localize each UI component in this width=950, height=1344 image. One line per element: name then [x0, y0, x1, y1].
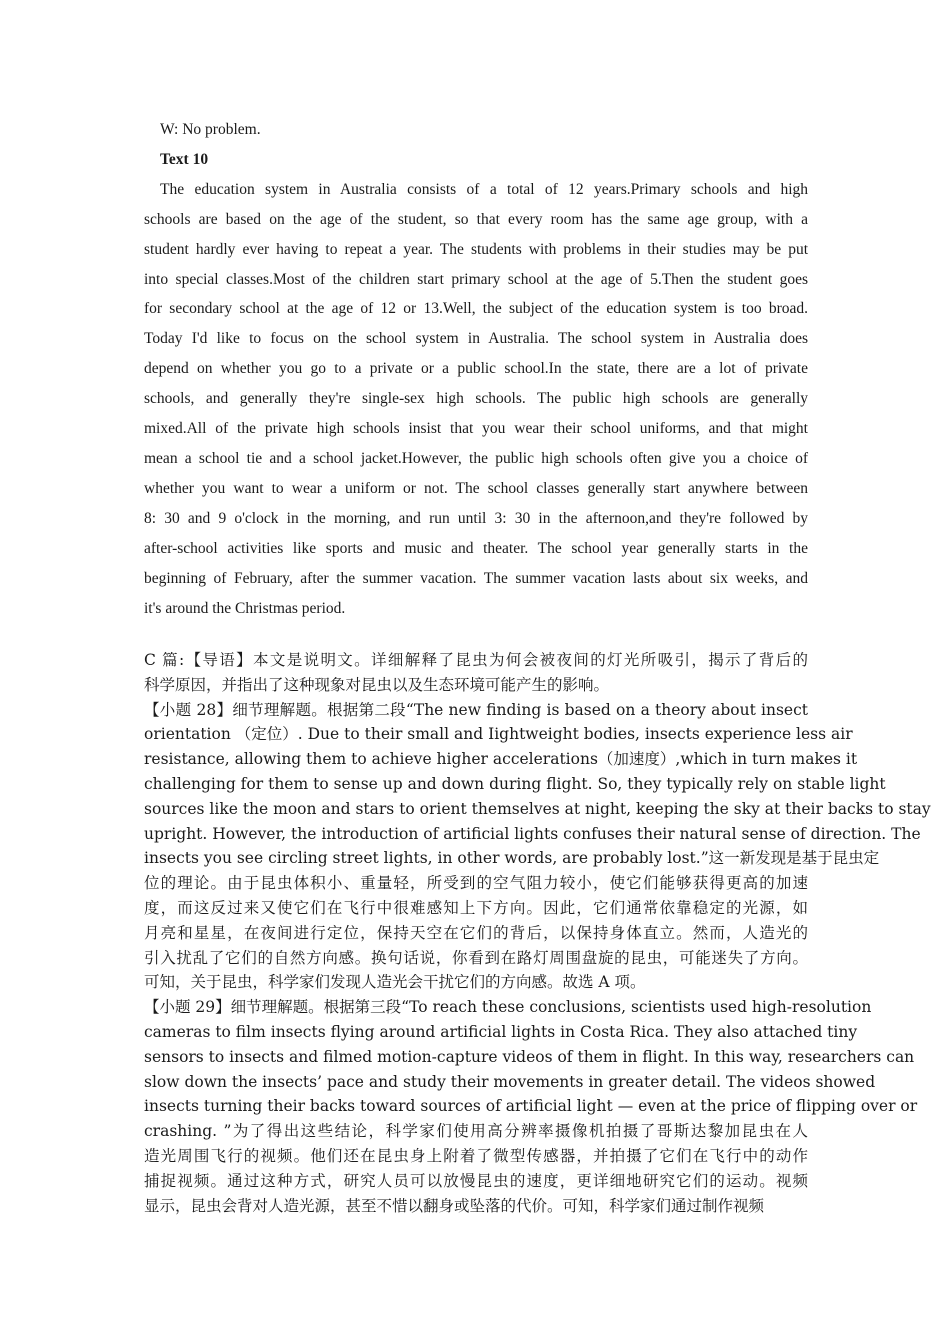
text-line: mixed.All of the private high schools insist that you wear their school uniforms, and that might	[144, 420, 808, 438]
text-line: 科学原因，并指出了这种现象对昆虫以及生态环境可能产生的影响。	[144, 675, 610, 694]
text10-paragraph	[144, 175, 808, 624]
text-line: 度，而这反过来又使它们在飞行中很难感知上下方向。因此，它们通常依靠稳定的光源，如	[144, 898, 808, 917]
text-line: 位的理论。由于昆虫体积小、重量轻，所受到的空气阻力较小，使它们能够获得更高的加速	[144, 874, 808, 893]
text-line: after-school activities like sports and music and theater. The school year generally starts in the	[144, 539, 808, 557]
text-line: sources like the moon and stars to orient themselves at night, keeping the sky at their backs to stay	[144, 799, 931, 818]
text10-section	[144, 115, 808, 623]
text-line: insects you see circling street lights, in other words, are probably lost.”这一新发现是基于昆虫定	[144, 849, 880, 868]
text-line: cameras to film insects flying around artificial lights in Costa Rica. They also attached tiny	[144, 1022, 858, 1041]
text-line: schools, and generally they're single-sex high schools. The public high schools are generally	[144, 390, 808, 408]
text-line: insects turning their backs toward sources of artificial light — even at the price of flipping over or	[144, 1097, 918, 1116]
text-line: 造光周围飞行的视频。他们还在昆虫身上附着了微型传感器，并拍摄了它们在飞行中的动作	[144, 1146, 808, 1165]
text-line: sensors to insects and filmed motion-capture videos of them in flight. In this way, researchers can	[144, 1047, 915, 1066]
text-line: mean a school tie and a school jacket.However, the public high schools often give you a choice of	[144, 449, 808, 467]
text-line: schools are based on the age of the student, so that every room has the same age group, with a	[144, 210, 808, 228]
text-line: upright. However, the introduction of artificial lights confuses their natural sense of direction. The	[144, 824, 921, 843]
text-line: beginning of February, after the summer vacation. The summer vacation lasts about six weeks, and	[144, 569, 808, 587]
text-line: resistance, allowing them to achieve higher accelerations（加速度）,which in turn makes it	[144, 750, 858, 769]
passage-c-explanation	[144, 648, 931, 1218]
text-line: C 篇:【导语】本文是说明文。详细解释了昆虫为何会被夜间的灯光所吸引，揭示了背后的	[144, 651, 808, 669]
text-line: it's around the Christmas period.	[144, 599, 346, 617]
dialog-line: W: No problem.	[160, 121, 261, 138]
text-line: 8: 30 and 9 o'clock in the morning, and run until 3: 30 in the afternoon,and they're followed by	[144, 509, 808, 527]
text-line: crashing. ”为了得出这些结论，科学家们使用高分辨率摄像机拍摄了哥斯达黎加昆虫在人	[144, 1122, 808, 1141]
text-line: student hardly ever having to repeat a year. The students with problems in their studies may be put	[144, 240, 808, 258]
text-line: 【小题 29】细节理解题。根据第三段“To reach these conclusions, scientists used high-resolution	[144, 998, 872, 1017]
text-line: slow down the insects’ pace and study their movements in greater detail. The videos showed	[144, 1072, 876, 1091]
text-line: into special classes.Most of the children start primary school at the age of 5.Then the student goes	[144, 270, 808, 288]
text-line: challenging for them to sense up and down during flight. So, they typically rely on stable light	[144, 774, 886, 793]
text-line: orientation （定位）. Due to their small and Iightweight bodies, insects experience less air	[144, 725, 853, 744]
text-line: 显示，昆虫会背对人造光源，甚至不惜以翻身或坠落的代价。可知，科学家们通过制作视频	[144, 1196, 765, 1215]
text-line: 月亮和星星，在夜间进行定位，保持天空在它们的背后，以保持身体直立。然而，人造光的	[144, 923, 808, 942]
text-line: whether you want to wear a uniform or not. The school classes generally start anywhere between	[144, 479, 808, 497]
text-line: for secondary school at the age of 12 or 13.Well, the subject of the education system is too broad.	[144, 300, 808, 318]
text-line: 【小题 28】细节理解题。根据第二段“The new finding is based on a theory about insect	[144, 700, 808, 719]
explanation-paragraphs	[144, 648, 931, 1218]
section-title: Text 10	[160, 150, 209, 168]
text-line: 可知，关于昆虫，科学家们发现人造光会干扰它们的方向感。故选 A 项。	[144, 973, 646, 992]
text-line: 引入扰乱了它们的自然方向感。换句话说，你看到在路灯周围盘旋的昆虫，可能迷失了方向。	[144, 948, 808, 967]
text-line: 捕捉视频。通过这种方式，研究人员可以放慢昆虫的速度，更详细地研究它们的运动。视频	[144, 1171, 808, 1190]
text-line: Today I'd like to focus on the school system in Australia. The school system in Australia does	[144, 330, 808, 348]
text-line: The education system in Australia consists of a total of 12 years.Primary schools and high	[160, 180, 808, 198]
text-line: depend on whether you go to a private or a public school.In the state, there are a lot of private	[144, 360, 808, 378]
